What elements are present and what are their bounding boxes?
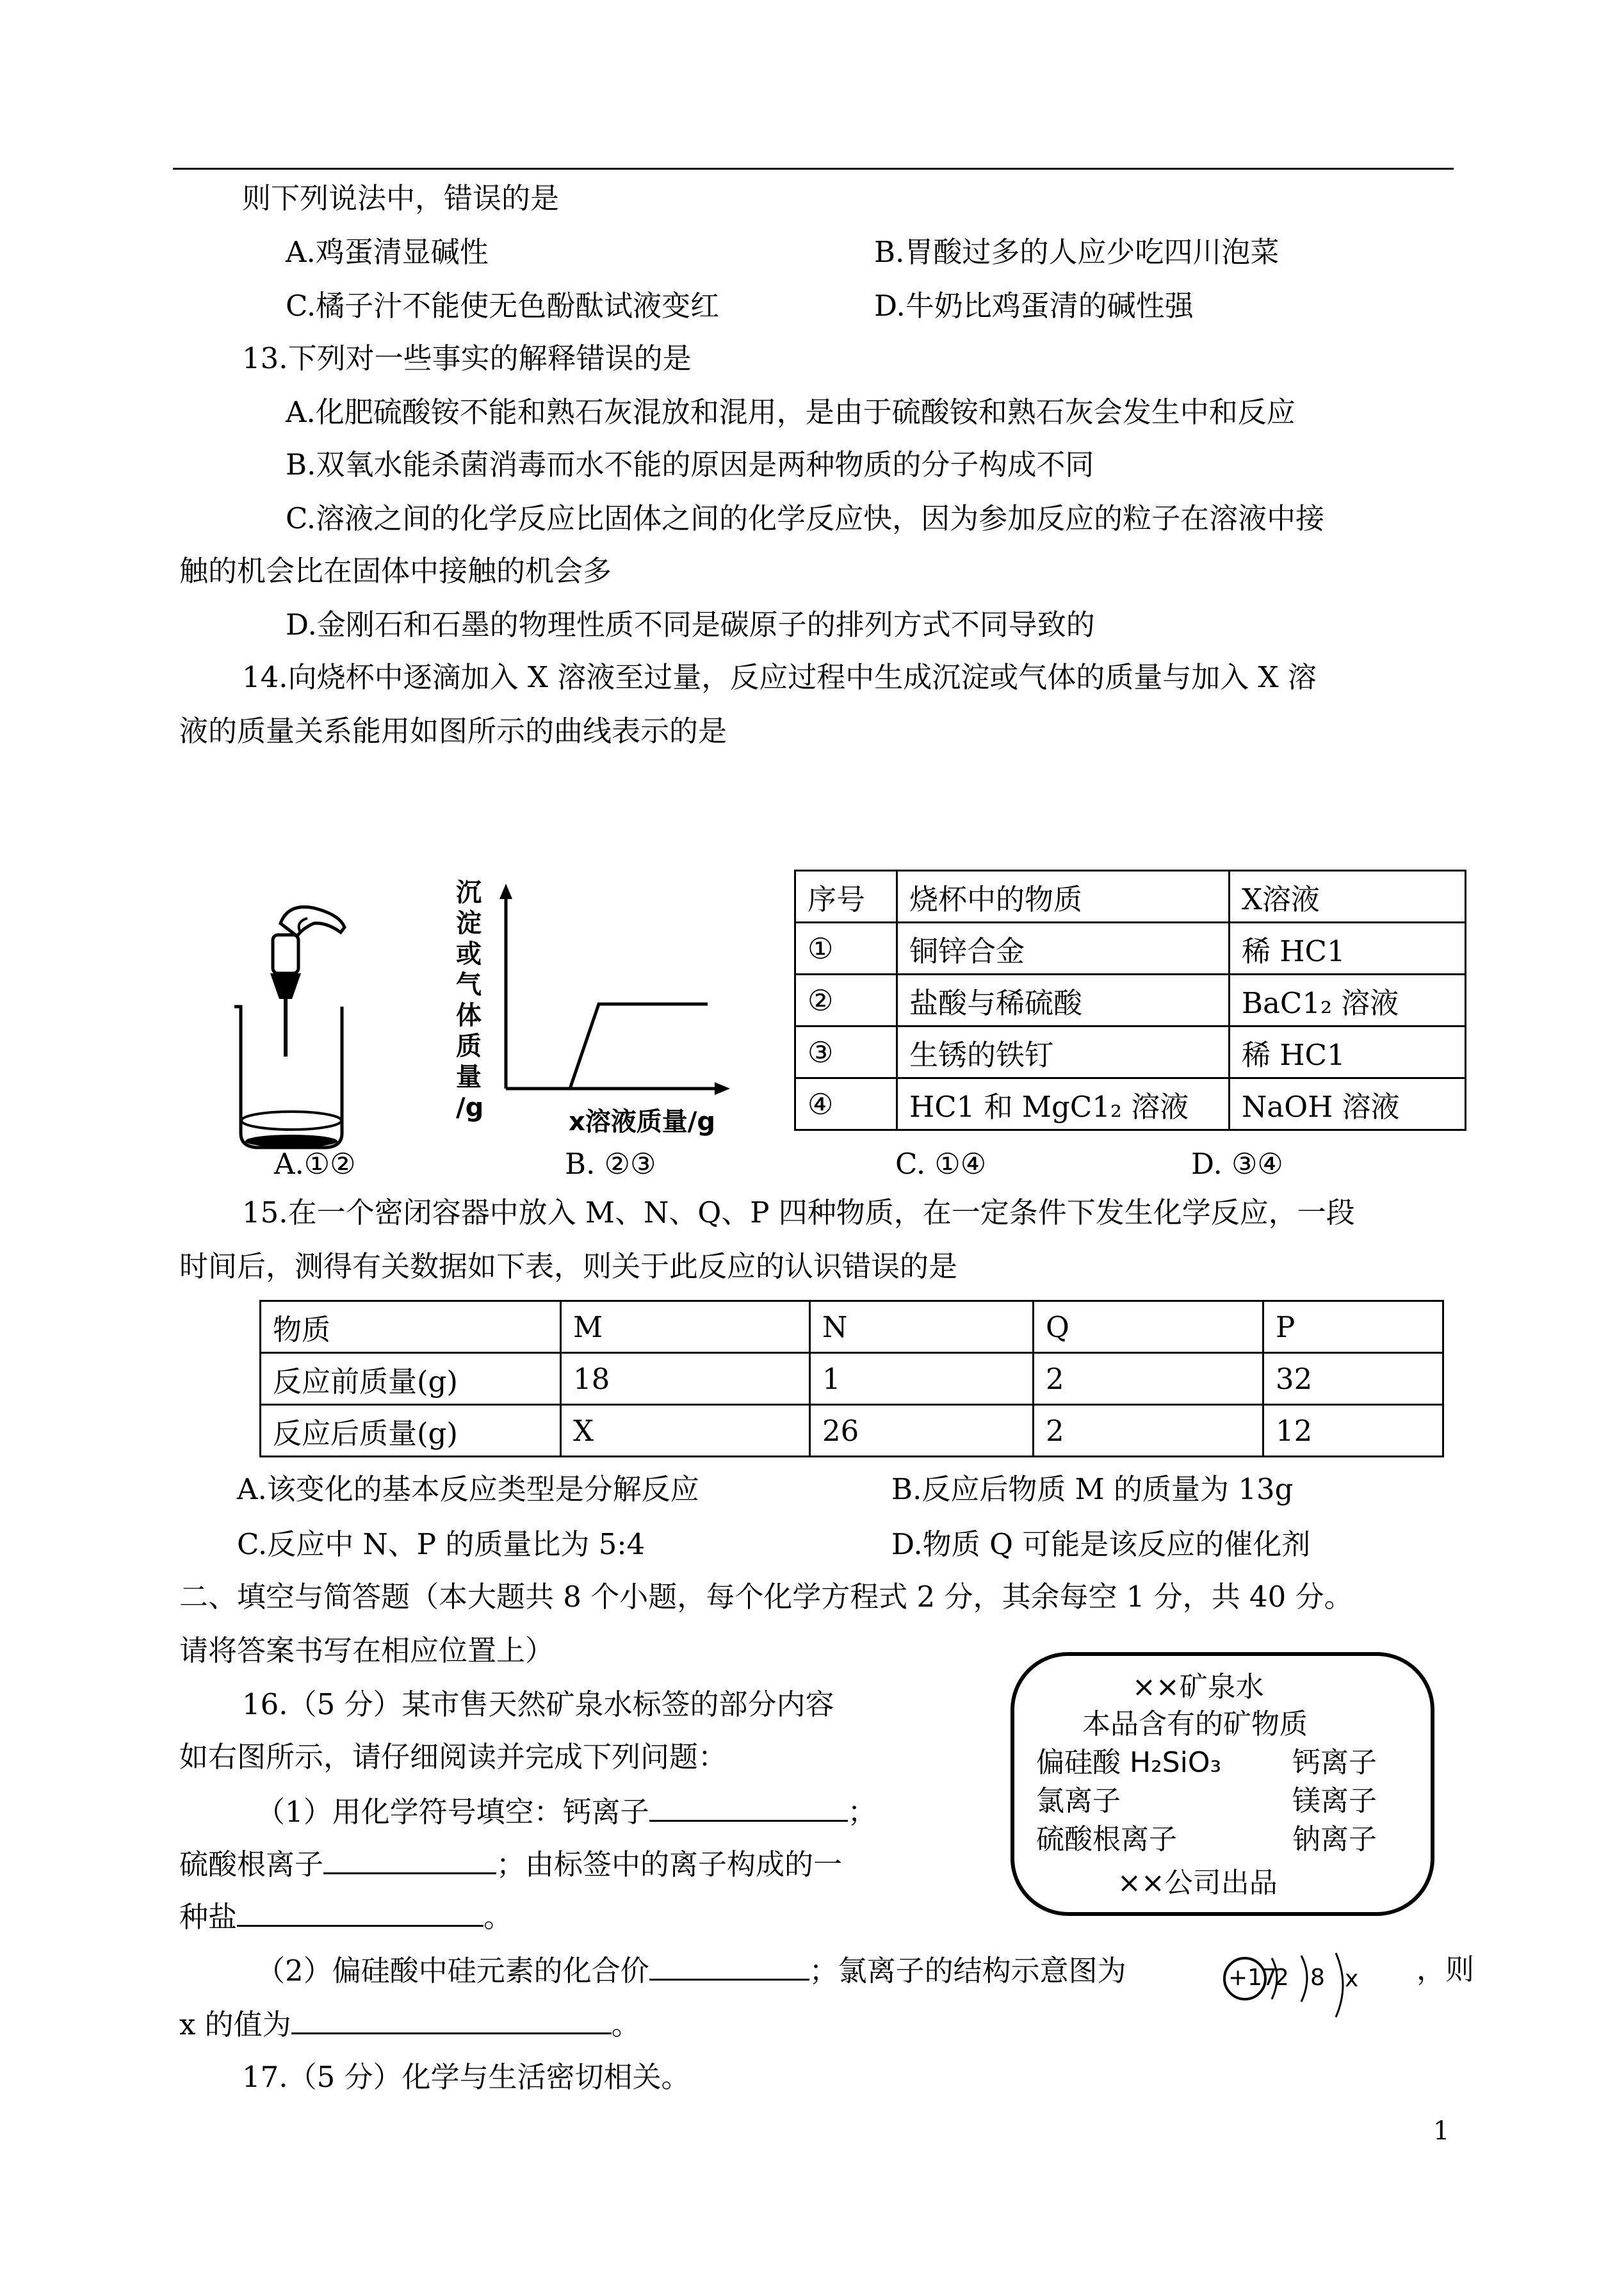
table-cell: 稀 HC1 (1230, 923, 1466, 975)
shell-electron-count: 8 (1310, 1965, 1325, 1991)
table-cell: 生锈的铁钉 (897, 1026, 1230, 1078)
q16-stem-line1: 16.（5 分）某市售天然矿泉水标签的部分内容 (242, 1687, 834, 1721)
q16-part2-then: ，则 (1417, 1952, 1475, 1986)
table-cell: 反应后质量(g) (261, 1405, 561, 1457)
label-item-sulfate-ion: 硫酸根离子 (1036, 1823, 1177, 1856)
label-item-silicic-acid: 偏硅酸 H₂SiO₃ (1036, 1746, 1222, 1779)
x-value-answer-blank[interactable] (291, 2004, 612, 2034)
silicon-valence-prompt: （2）偏硅酸中硅元素的化合价 (256, 1954, 649, 1988)
punctuation: ； (847, 1795, 877, 1829)
table-cell: 26 (810, 1405, 1034, 1457)
table-header-row (795, 871, 1466, 923)
graph-y-label (456, 877, 494, 1123)
q15-option-b: B.反应后物质 M 的质量为 13g (891, 1472, 1294, 1506)
table-cell: 12 (1263, 1405, 1443, 1457)
punctuation: 。 (611, 2007, 640, 2041)
section2-heading-line1: 二、填空与简答题（本大题共 8 个小题，每个化学方程式 2 分，其余每空 1 分，共 40 分。 (179, 1580, 1353, 1614)
sulfate-ion-answer-blank[interactable] (323, 1844, 496, 1874)
table-cell: BaC1₂ 溶液 (1230, 975, 1466, 1026)
table-cell: X (561, 1405, 810, 1457)
q13-option-c-line1: C.溶液之间的化学反应比固体之间的化学反应快，因为参加反应的粒子在溶液中接 (286, 501, 1325, 535)
table-header-cell: Q (1034, 1301, 1263, 1353)
table-row (795, 975, 1466, 1026)
q12-option-a: A.鸡蛋清显碱性 (286, 235, 489, 269)
q14-option-a: A.①② (274, 1147, 356, 1181)
q16-part1-line2 (179, 1844, 842, 1884)
y-label-char: 质 (456, 1032, 482, 1061)
label-subtitle: 本品含有的矿物质 (1082, 1708, 1308, 1740)
table-header-cell: M (561, 1301, 810, 1353)
table-row (795, 1078, 1466, 1130)
q12-stem: 则下列说法中，错误的是 (242, 181, 560, 215)
label-title: ××矿泉水 (1132, 1671, 1264, 1703)
y-label-char: 量 (456, 1062, 482, 1092)
q16-part2-line2 (179, 2004, 640, 2044)
table-header-cell: P (1263, 1301, 1443, 1353)
table-cell: 32 (1263, 1353, 1443, 1405)
silicon-valence-answer-blank[interactable] (649, 1950, 809, 1981)
q13-stem: 13.下列对一些事实的解释错误的是 (242, 341, 692, 375)
y-label-char: /g (456, 1093, 484, 1123)
q14-stem-line1: 14.向烧杯中逐滴加入 X 溶液至过量，反应过程中生成沉淀或气体的质量与加入 X 溶 (242, 660, 1317, 694)
q15-stem-line2: 时间后，测得有关数据如下表，则关于此反应的认识错误的是 (179, 1249, 958, 1283)
table-cell: 盐酸与稀硫酸 (897, 975, 1230, 1026)
y-label-char: 体 (456, 1001, 482, 1030)
q16-stem-line2: 如右图所示，请仔细阅读并完成下列问题： (179, 1740, 727, 1774)
y-axis-arrow (499, 884, 512, 899)
salt-answer-blank[interactable] (237, 1897, 483, 1927)
label-item-sodium-ion: 钠离子 (1292, 1823, 1377, 1856)
q17-stem: 17.（5 分）化学与生活密切相关。 (242, 2060, 690, 2094)
label-item-magnesium-ion: 镁离子 (1292, 1785, 1377, 1817)
table-row (261, 1405, 1443, 1457)
q12-option-d: D.牛奶比鸡蛋清的碱性强 (874, 289, 1194, 323)
q15-stem-line1: 15.在一个密闭容器中放入 M、N、Q、P 四种物质，在一定条件下发生化学反应，一段 (242, 1196, 1355, 1229)
q16-part1-prompt: （1）用化学符号填空：钙离子 (256, 1795, 649, 1829)
table-header-cell: 物质 (261, 1301, 561, 1353)
q13-option-c-line2: 触的机会比在固体中接触的机会多 (179, 554, 612, 588)
table-header-cell: 烧杯中的物质 (897, 871, 1230, 923)
x-axis-arrow (715, 1082, 730, 1095)
table-cell: 18 (561, 1353, 810, 1405)
q14-option-b: B. ②③ (565, 1147, 656, 1181)
table-row (795, 923, 1466, 975)
q14-stem-line2: 液的质量关系能用如图所示的曲线表示的是 (179, 714, 727, 748)
salt-prompt: ；由标签中的离子构成的一 (496, 1847, 843, 1881)
q13-option-b: B.双氧水能杀菌消毒而水不能的原因是两种物质的分子构成不同 (286, 448, 1094, 482)
q14-option-c: C. ①④ (895, 1147, 987, 1181)
table-cell: HC1 和 MgC1₂ 溶液 (897, 1078, 1230, 1130)
y-label-char: 气 (456, 970, 482, 1000)
section2-heading-line2: 请将答案书写在相应位置上） (179, 1634, 555, 1667)
label-footer: ××公司出品 (1117, 1867, 1278, 1899)
table-cell: NaOH 溶液 (1230, 1078, 1466, 1130)
q15-option-a: A.该变化的基本反应类型是分解反应 (237, 1472, 699, 1506)
table-cell: ② (795, 975, 897, 1026)
q12-option-c: C.橘子汁不能使无色酚酞试液变红 (286, 289, 720, 323)
nucleus-charge: +17 (1228, 1965, 1277, 1991)
q15-option-d: D.物质 Q 可能是该反应的催化剂 (891, 1527, 1311, 1561)
beaker-dropper-figure (231, 896, 378, 1153)
q15-option-c: C.反应中 N、P 的质量比为 5:4 (237, 1527, 646, 1561)
q16-part1-line3 (179, 1897, 512, 1936)
calcium-ion-answer-blank[interactable] (649, 1792, 848, 1822)
table-cell: ④ (795, 1078, 897, 1130)
punctuation: 。 (483, 1900, 513, 1934)
table-cell: ① (795, 923, 897, 975)
q14-option-d: D. ③④ (1191, 1147, 1283, 1181)
header-rule (173, 168, 1454, 170)
y-label-char: 淀 (456, 909, 482, 938)
table-header-row (261, 1301, 1443, 1353)
label-item-chloride-ion: 氯离子 (1036, 1785, 1121, 1817)
sulfate-ion-prompt: 硫酸根离子 (179, 1847, 324, 1881)
table-cell: 稀 HC1 (1230, 1026, 1466, 1078)
shell-arc-2 (1301, 1956, 1307, 2002)
graph-x-label: x溶液质量/g (569, 1107, 716, 1137)
shell-arc-3 (1336, 1953, 1343, 2017)
q13-option-d: D.金刚石和石墨的物理性质不同是碳原子的排列方式不同导致的 (286, 608, 1095, 642)
table-row (261, 1353, 1443, 1405)
table-header-cell: N (810, 1301, 1034, 1353)
y-label-char: 沉 (456, 878, 482, 907)
graph-curve (506, 1004, 708, 1089)
table-cell: ③ (795, 1026, 897, 1078)
salt-prompt-end: 种盐 (179, 1900, 238, 1934)
chloride-diagram-prompt: ；氯离子的结构示意图为 (809, 1954, 1126, 1988)
label-item-calcium-ion: 钙离子 (1292, 1746, 1377, 1779)
page-number: 1 (1433, 2116, 1450, 2146)
chloride-ion-structure-diagram (1217, 1947, 1370, 2023)
x-value-prompt: x 的值为 (179, 2007, 291, 2041)
table-header-cell: 序号 (795, 871, 897, 923)
q13-option-a: A.化肥硫酸铵不能和熟石灰混放和混用，是由于硫酸铵和熟石灰会发生中和反应 (286, 395, 1295, 429)
q12-option-b: B.胃酸过多的人应少吃四川泡菜 (874, 235, 1279, 269)
table-cell: 反应前质量(g) (261, 1353, 561, 1405)
shell-electron-count: 2 (1274, 1965, 1289, 1991)
q16-part2-line1 (256, 1950, 1126, 1990)
q15-table (259, 1300, 1444, 1457)
q14-table (794, 870, 1466, 1131)
y-label-char: 或 (456, 939, 482, 969)
table-cell: 2 (1034, 1405, 1263, 1457)
table-row (795, 1026, 1466, 1078)
q16-part1-line1 (256, 1792, 877, 1831)
table-cell: 铜锌合金 (897, 923, 1230, 975)
table-cell: 1 (810, 1353, 1034, 1405)
table-cell: 2 (1034, 1353, 1263, 1405)
table-header-cell: X溶液 (1230, 871, 1466, 923)
shell-electron-count: x (1345, 1966, 1359, 1992)
